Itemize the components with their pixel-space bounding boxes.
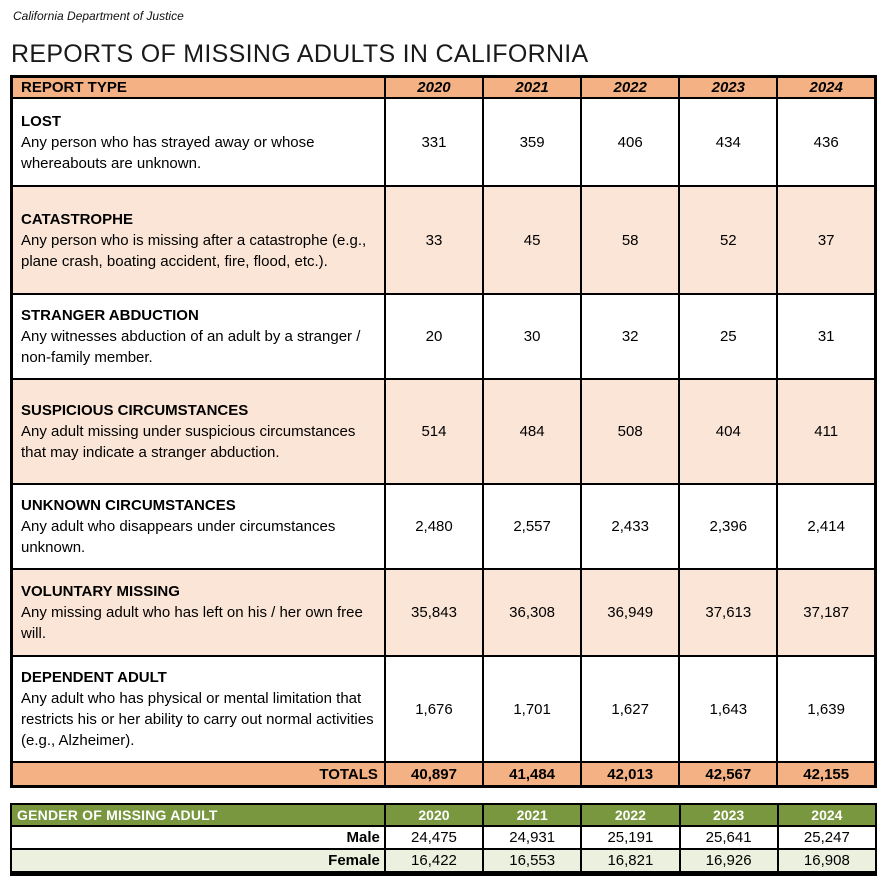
value-cell: 2,396 [679, 484, 777, 569]
row-title: DEPENDENT ADULT [21, 669, 167, 686]
value-cell: 25,191 [581, 826, 679, 849]
row-description: Any adult who has physical or mental limitation that restricts his or her ability to carry out normal activities (e.g., Alzheimer). [21, 690, 374, 749]
value-cell: 411 [777, 379, 875, 484]
row-title: CATASTROPHE [21, 210, 133, 228]
value-cell: 484 [483, 379, 581, 484]
value-cell: 36,308 [483, 569, 581, 656]
page-title: REPORTS OF MISSING ADULTS IN CALIFORNIA [11, 40, 589, 68]
totals-value-cell: 42,155 [777, 762, 875, 787]
value-cell: 331 [385, 98, 483, 186]
gender-year-header-2024: 2024 [778, 804, 876, 826]
value-cell: 52 [679, 186, 777, 294]
totals-value-cell: 42,567 [679, 762, 777, 787]
value-cell: 25 [679, 294, 777, 379]
gender-table-header-row [11, 804, 876, 826]
totals-value-cell: 42,013 [581, 762, 679, 787]
value-cell: 1,701 [483, 656, 581, 762]
value-cell: 31 [777, 294, 875, 379]
row-title: SUSPICIOUS CIRCUMSTANCES [21, 402, 249, 419]
value-cell: 16,926 [680, 849, 778, 874]
row-description: Any person who is missing after a catastrophe (e.g., plane crash, boating accident, fire, flood, etc.). [21, 231, 367, 270]
row-title: STRANGER ABDUCTION [21, 307, 199, 324]
value-cell: 2,414 [777, 484, 875, 569]
report-type-cell [12, 379, 385, 484]
value-cell: 16,821 [581, 849, 679, 874]
report-type-cell [12, 98, 385, 186]
row-description: Any missing adult who has left on his / her own free will. [21, 604, 363, 642]
value-cell: 24,475 [385, 826, 483, 849]
agency-name: California Department of Justice [13, 9, 184, 23]
gender-year-header-2021: 2021 [483, 804, 581, 826]
gender-year-header-2020: 2020 [385, 804, 483, 826]
value-cell: 36,949 [581, 569, 679, 656]
row-title: UNKNOWN CIRCUMSTANCES [21, 497, 236, 514]
value-cell: 25,641 [680, 826, 778, 849]
gender-year-header-2022: 2022 [581, 804, 679, 826]
value-cell: 37 [777, 186, 875, 294]
row-description: Any witnesses abduction of an adult by a stranger / non-family member. [21, 328, 361, 366]
row-title: LOST [21, 112, 61, 130]
gender-table [10, 803, 877, 876]
table-row-stranger-abduction [12, 294, 876, 379]
table-row-catastrophe [12, 186, 876, 294]
row-title: VOLUNTARY MISSING [21, 583, 180, 600]
year-header-2021: 2021 [483, 77, 581, 99]
report-type-cell [12, 186, 385, 294]
value-cell: 16,553 [483, 849, 581, 874]
table-row-totals [12, 762, 876, 787]
value-cell: 45 [483, 186, 581, 294]
value-cell: 35,843 [385, 569, 483, 656]
table-row-suspicious-circumstances [12, 379, 876, 484]
value-cell: 406 [581, 98, 679, 186]
value-cell: 404 [679, 379, 777, 484]
row-description: Any person who has strayed away or whose whereabouts are unknown. [21, 133, 315, 172]
value-cell: 1,643 [679, 656, 777, 762]
report-type-table [10, 75, 877, 788]
totals-value-cell: 40,897 [385, 762, 483, 787]
table-row-lost [12, 98, 876, 186]
value-cell: 1,676 [385, 656, 483, 762]
totals-value-cell: 41,484 [483, 762, 581, 787]
row-description: Any adult missing under suspicious circumstances that may indicate a stranger abduction. [21, 423, 356, 461]
report-type-cell [12, 569, 385, 656]
report-type-header: REPORT TYPE [12, 77, 385, 99]
value-cell: 2,480 [385, 484, 483, 569]
value-cell: 32 [581, 294, 679, 379]
value-cell: 25,247 [778, 826, 876, 849]
report-table-header-row [12, 77, 876, 99]
gender-year-header-2023: 2023 [680, 804, 778, 826]
table-row-dependent-adult [12, 656, 876, 762]
value-cell: 2,433 [581, 484, 679, 569]
value-cell: 16,908 [778, 849, 876, 874]
value-cell: 436 [777, 98, 875, 186]
value-cell: 30 [483, 294, 581, 379]
year-header-2020: 2020 [385, 77, 483, 99]
year-header-2024: 2024 [777, 77, 875, 99]
value-cell: 37,187 [777, 569, 875, 656]
value-cell: 434 [679, 98, 777, 186]
year-header-2023: 2023 [679, 77, 777, 99]
report-type-cell [12, 484, 385, 569]
totals-label: TOTALS [12, 762, 385, 787]
value-cell: 1,639 [777, 656, 875, 762]
value-cell: 1,627 [581, 656, 679, 762]
value-cell: 37,613 [679, 569, 777, 656]
value-cell: 514 [385, 379, 483, 484]
document-page [0, 9, 887, 876]
table-row-voluntary-missing [12, 569, 876, 656]
row-description: Any adult who disappears under circumstances unknown. [21, 518, 336, 556]
value-cell: 58 [581, 186, 679, 294]
value-cell: 508 [581, 379, 679, 484]
value-cell: 20 [385, 294, 483, 379]
value-cell: 359 [483, 98, 581, 186]
value-cell: 24,931 [483, 826, 581, 849]
value-cell: 2,557 [483, 484, 581, 569]
gender-header-label: GENDER OF MISSING ADULT [11, 804, 385, 826]
table-row-male [11, 826, 876, 849]
value-cell: 33 [385, 186, 483, 294]
gender-row-label: Male [11, 826, 385, 849]
report-type-cell [12, 294, 385, 379]
year-header-2022: 2022 [581, 77, 679, 99]
value-cell: 16,422 [385, 849, 483, 874]
gender-row-label: Female [11, 849, 385, 874]
report-type-cell [12, 656, 385, 762]
table-row-unknown-circumstances [12, 484, 876, 569]
